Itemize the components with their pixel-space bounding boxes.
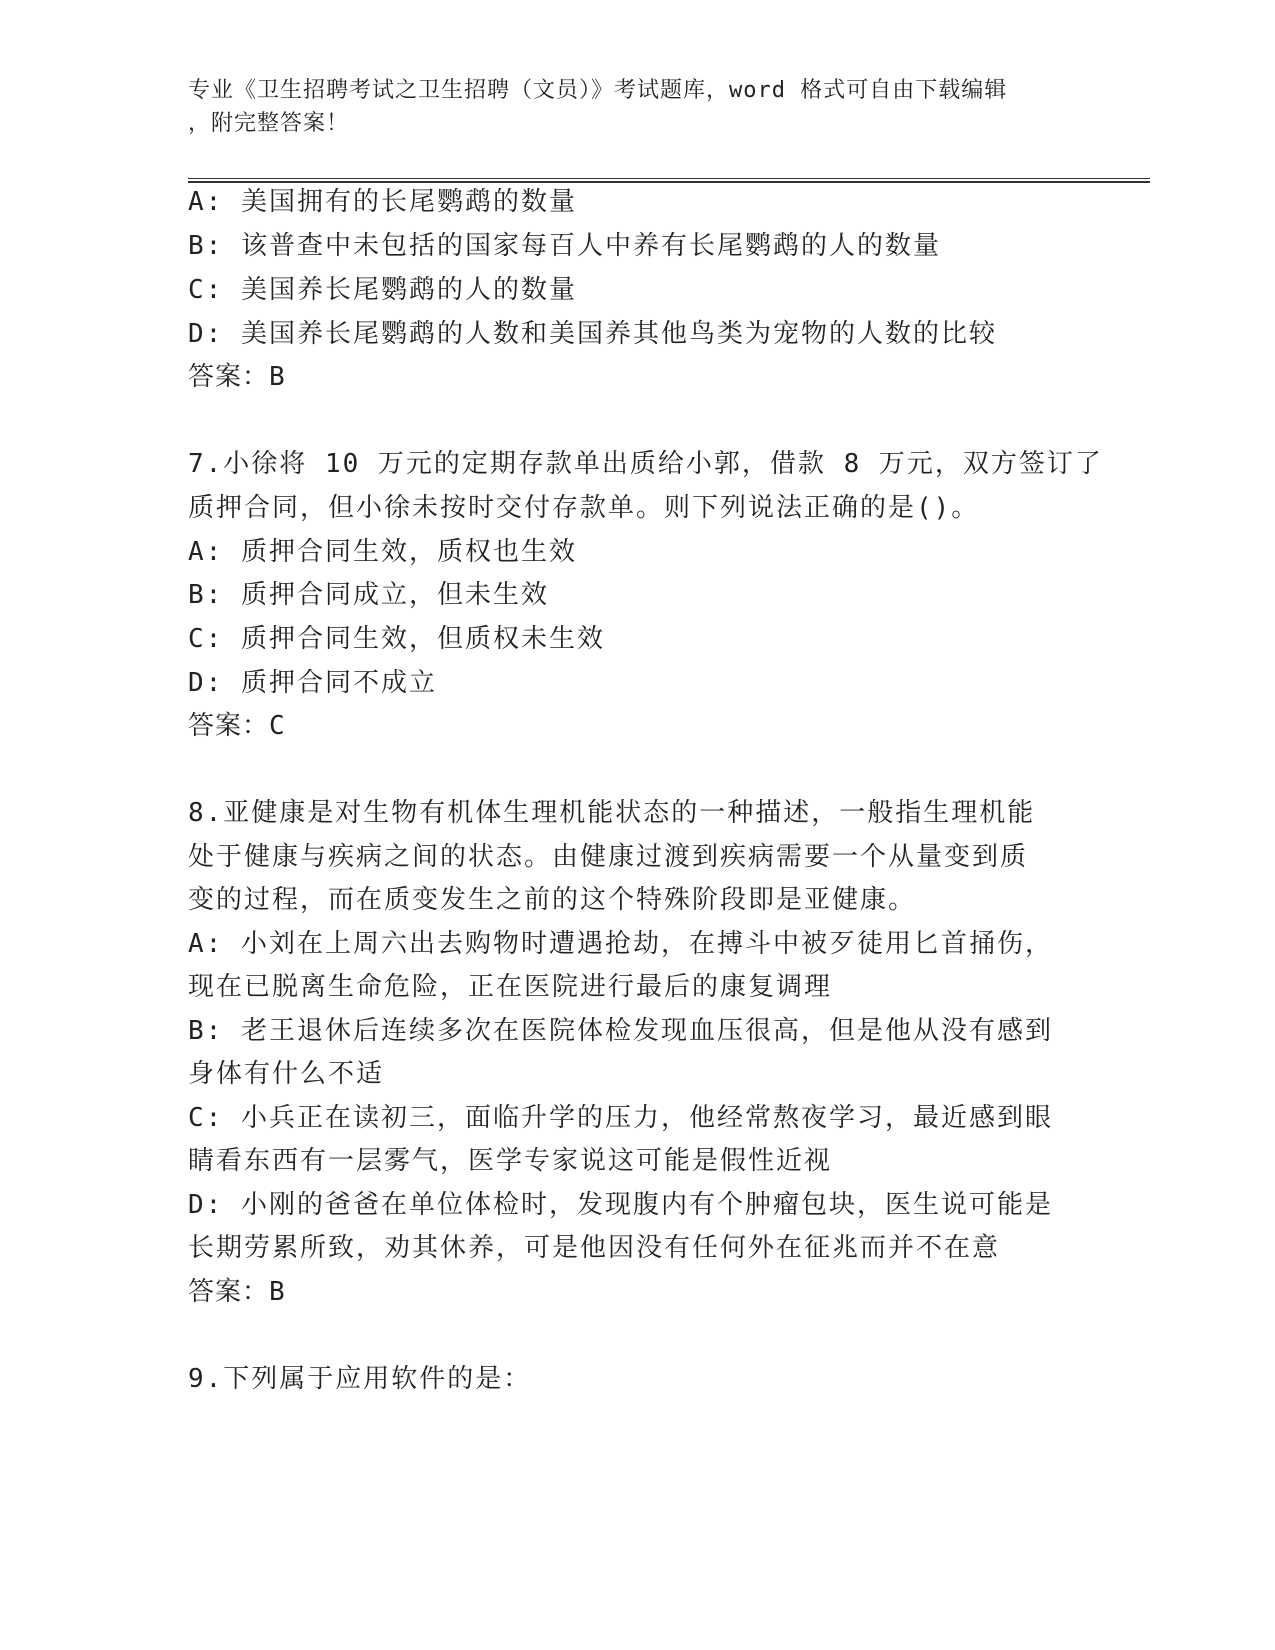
q8-option-b-line-1: B: 老王退休后连续多次在医院体检发现血压很高，但是他从没有感到 <box>188 1016 1053 1046</box>
header-divider-thin <box>188 178 1150 179</box>
header-line-2: ，附完整答案！ <box>188 111 350 136</box>
q7-stem-line-2: 质押合同，但小徐未按时交付存款单。则下列说法正确的是()。 <box>188 493 980 523</box>
q7-option-c: C: 质押合同生效，但质权未生效 <box>188 624 605 654</box>
q7-option-b: B: 质押合同成立，但未生效 <box>188 580 549 610</box>
q8-option-c-line-2: 睛看东西有一层雾气，医学专家说这可能是假性近视 <box>188 1146 833 1176</box>
q8-answer: 答案：B <box>188 1277 286 1307</box>
header-divider-thick <box>188 181 1150 183</box>
q8-option-b-line-2: 身体有什么不适 <box>188 1059 385 1089</box>
q6-answer: 答案：B <box>188 362 286 392</box>
q7-option-a: A: 质押合同生效，质权也生效 <box>188 537 577 567</box>
q8-stem-line-1: 8.亚健康是对生物有机体生理机能状态的一种描述，一般指生理机能 <box>188 798 1036 828</box>
q6-option-b: B: 该普查中未包括的国家每百人中养有长尾鹦鹉的人的数量 <box>188 231 941 261</box>
q6-option-c: C: 美国养长尾鹦鹉的人的数量 <box>188 275 577 305</box>
q8-option-a-line-2: 现在已脱离生命危险，正在医院进行最后的康复调理 <box>188 972 833 1002</box>
q6-option-d: D: 美国养长尾鹦鹉的人数和美国养其他鸟类为宠物的人数的比较 <box>188 319 997 349</box>
q8-option-d-line-1: D: 小刚的爸爸在单位体检时，发现腹内有个肿瘤包块，医生说可能是 <box>188 1190 1053 1220</box>
q8-option-c-line-1: C: 小兵正在读初三，面临升学的压力，他经常熬夜学习，最近感到眼 <box>188 1103 1053 1133</box>
q7-stem-line-1: 7.小徐将 10 万元的定期存款单出质给小郭，借款 8 万元，双方签订了 <box>188 449 1103 479</box>
q8-stem-line-3: 变的过程，而在质变发生之前的这个特殊阶段即是亚健康。 <box>188 885 917 915</box>
header-line-1: 专业《卫生招聘考试之卫生招聘（文员）》考试题库，word 格式可自由下载编辑 <box>188 78 1008 103</box>
q8-stem-line-2: 处于健康与疾病之间的状态。由健康过渡到疾病需要一个从量变到质 <box>188 842 1029 872</box>
q6-option-a: A: 美国拥有的长尾鹦鹉的数量 <box>188 187 577 217</box>
q7-answer: 答案：C <box>188 711 286 741</box>
q7-option-d: D: 质押合同不成立 <box>188 668 437 698</box>
document-header <box>188 74 1068 140</box>
q9-stem-line-1: 9.下列属于应用软件的是： <box>188 1364 532 1394</box>
q8-option-d-line-2: 长期劳累所致，劝其休养，可是他因没有任何外在征兆而并不在意 <box>188 1233 1001 1263</box>
q8-option-a-line-1: A: 小刘在上周六出去购物时遭遇抢劫，在搏斗中被歹徒用匕首捅伤， <box>188 929 1053 959</box>
